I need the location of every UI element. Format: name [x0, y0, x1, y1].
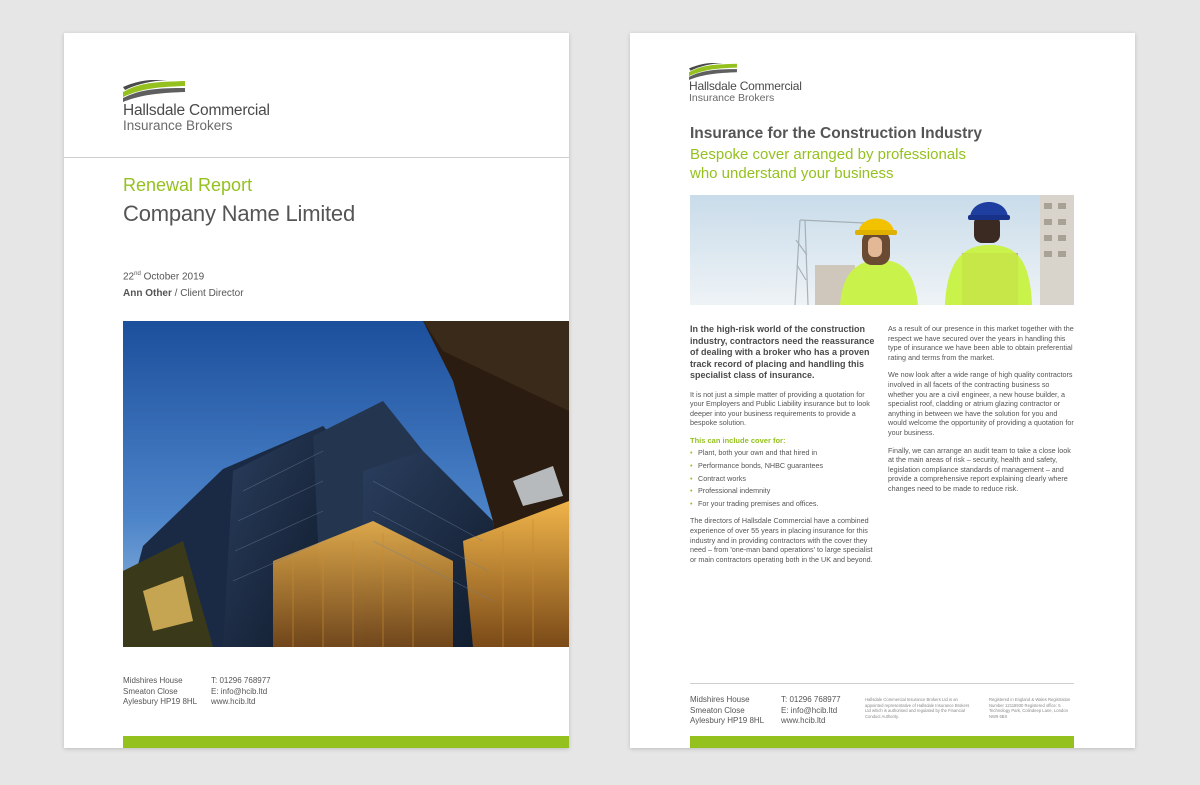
body-paragraph: The directors of Hallsdale Commercial have a combined experience of over 55 years in placing insurance for this industry and in providing contractors with the cover they need – from 'one-man band operations' to large specialist or main contractors operating both in the UK and beyond. — [690, 516, 873, 564]
renewal-report-cover-page — [64, 33, 569, 748]
construction-workers-photo — [690, 195, 1074, 305]
body-column-right — [888, 324, 1074, 502]
cover-list — [690, 448, 876, 508]
logo-swoosh-icon — [123, 80, 185, 102]
address-line: Aylesbury HP19 8HL — [690, 716, 765, 725]
footer-contact — [211, 676, 271, 708]
address-line: Aylesbury HP19 8HL — [123, 697, 198, 706]
body-paragraph: It is not just a simple matter of providing a quotation for your Employers and Public Liability insurance but to look deeper into your business requirements to provide a bespoke solution. — [690, 389, 870, 428]
bullet-icon: • — [690, 461, 693, 471]
brand-name: Hallsdale Commercial — [689, 79, 802, 93]
list-item — [690, 461, 876, 471]
address-line: Midshires House — [690, 695, 750, 704]
date-day: 22 — [123, 271, 135, 283]
body-column-left — [690, 324, 876, 572]
list-item-text: Contract works — [698, 473, 746, 483]
list-item-text: Plant, both your own and that hired in — [698, 448, 818, 458]
phone-number: T: 01296 768977 — [781, 695, 841, 704]
address-line: Smeaton Close — [690, 705, 745, 715]
footer-address — [123, 676, 197, 708]
body-paragraph: As a result of our presence in this market together with the respect we have secured over the years in handling this type of insurance we have been able to obtain preferential rating and terms from the market. — [888, 324, 1074, 362]
bullet-icon: • — [690, 448, 693, 458]
registered-office: Registered in England & Wales Registration Number 12118930 Registered office: 5 Technology Park, Colindeep Lane, London NW9 6BX — [989, 697, 1071, 719]
brand-subtitle: Insurance Brokers — [123, 118, 233, 134]
page-subtitle-line2: who understand your business — [690, 165, 894, 182]
address-line: Smeaton Close — [123, 686, 178, 696]
website-link: www.hcib.ltd — [781, 716, 826, 725]
date-suffix: nd — [134, 271, 141, 277]
list-item-text: Performance bonds, NHBC guarantees — [698, 461, 824, 471]
client-director — [123, 288, 244, 299]
address-line: Midshires House — [123, 676, 183, 685]
footer-address — [690, 695, 764, 727]
list-item — [690, 448, 876, 458]
bullet-icon: • — [690, 473, 693, 483]
bullet-icon: • — [690, 486, 693, 496]
person-role: / Client Director — [171, 288, 244, 299]
email-address: E: info@hcib.ltd — [781, 705, 838, 715]
construction-insurance-page — [630, 33, 1135, 748]
bullet-icon: • — [690, 498, 693, 508]
cover-list-heading: This can include cover for: — [690, 435, 786, 445]
regulatory-statement: Hallsdale Commercial Insurance Brokers Ltd is an appointed representative of Hallsdale Insurance Brokers Ltd which is authorised and regulated by the Financial Conduct Authority. — [865, 697, 970, 719]
brand-name: Hallsdale Commercial — [123, 102, 270, 119]
footer-contact — [781, 695, 841, 727]
page-title: Insurance for the Construction Industry — [690, 125, 982, 142]
person-name: Ann Other — [123, 288, 172, 299]
email-address: E: info@hcib.ltd — [211, 686, 268, 696]
header-divider — [64, 157, 569, 158]
website-link: www.hcib.ltd — [211, 697, 256, 706]
list-item — [690, 474, 876, 484]
body-paragraph: We now look after a wide range of high quality contractors involved in all facets of the contracting business so whether you are a civil engineer, a new house builder, a specialist roof, cladding or atrium glazing contractor or anything in between we have the solution for you and would welcome the opportunity of providing a quotation for your business. — [888, 370, 1074, 437]
footer-accent-bar — [123, 736, 569, 748]
footer-accent-bar — [690, 736, 1074, 748]
report-date — [123, 271, 204, 282]
list-item-text: For your trading premises and offices. — [698, 498, 819, 508]
company-name: Company Name Limited — [123, 201, 355, 226]
list-item — [690, 499, 876, 509]
logo-swoosh-icon — [689, 63, 737, 80]
brand-subtitle: Insurance Brokers — [689, 91, 775, 104]
lead-paragraph: In the high-risk world of the construction industry, contractors need the reassurance of dealing with a broker who has a proven track record of placing and handling this specialist class of insurance. — [690, 324, 875, 380]
date-month-year: October 2019 — [140, 271, 205, 283]
footer-divider — [690, 683, 1074, 684]
office-building-photo — [123, 321, 569, 647]
page-subtitle-line1: Bespoke cover arranged by professionals — [690, 146, 966, 163]
company-logo — [123, 80, 270, 134]
body-paragraph: Finally, we can arrange an audit team to take a close look at the main areas of risk – security, health and safety, legislation compliance standards of management – and provide a comprehensive report explaining clearly where changes need to be made to reduce risk. — [888, 445, 1071, 493]
report-label: Renewal Report — [123, 175, 253, 195]
list-item — [690, 486, 876, 496]
list-item-text: Professional indemnity — [698, 486, 771, 496]
phone-number: T: 01296 768977 — [211, 676, 271, 685]
company-logo — [689, 63, 802, 104]
